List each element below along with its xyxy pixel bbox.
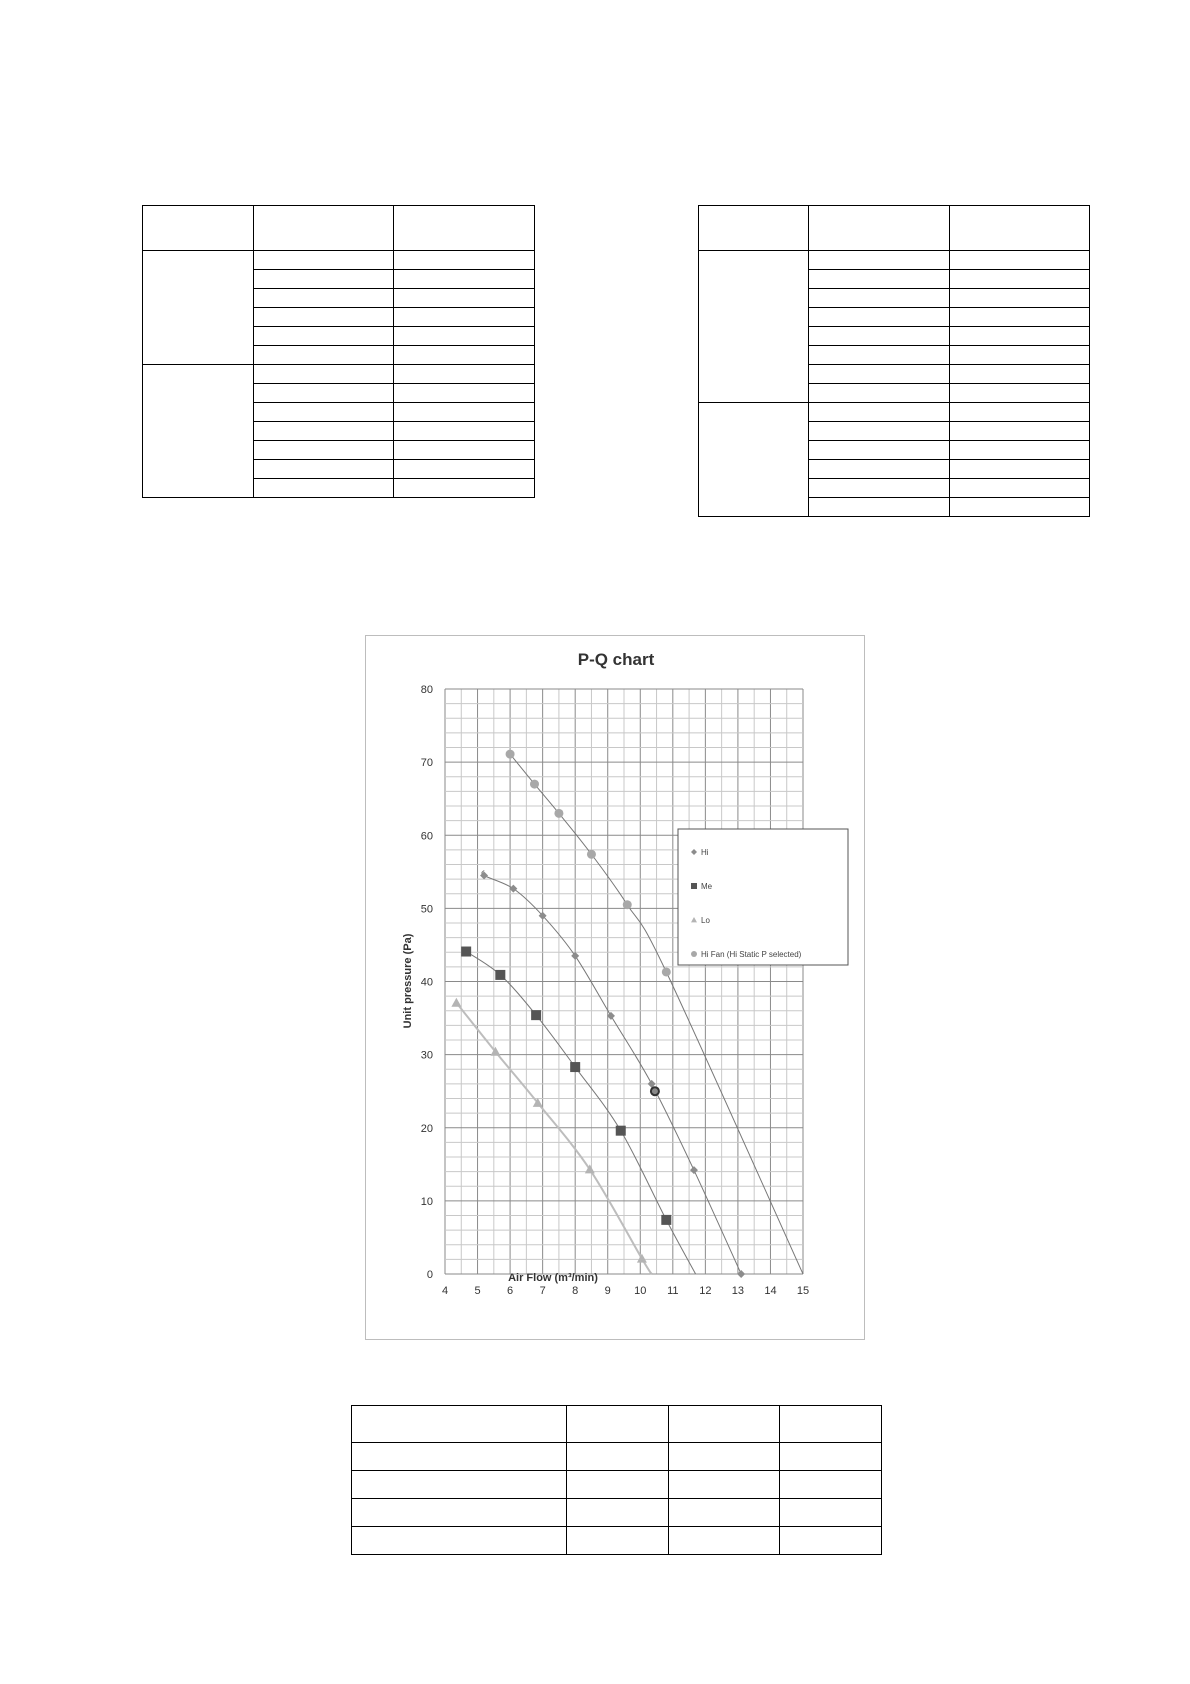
data-point — [530, 780, 539, 789]
data-point — [461, 947, 471, 957]
table-cell — [949, 270, 1089, 289]
table-row — [143, 365, 535, 384]
y-tick-label: 0 — [426, 1269, 433, 1281]
table-cell — [253, 403, 394, 422]
x-tick-label: 14 — [764, 1285, 777, 1297]
table-row — [352, 1527, 882, 1555]
table-cell — [809, 327, 949, 346]
table-cell — [780, 1527, 882, 1555]
table-row — [143, 251, 535, 270]
table-cell — [780, 1406, 882, 1443]
table-cell — [809, 403, 949, 422]
table-cell — [253, 384, 394, 403]
table-cell — [253, 206, 394, 251]
table-cell — [352, 1471, 567, 1499]
table-cell — [949, 441, 1089, 460]
data-point — [506, 750, 515, 759]
table-cell — [809, 498, 949, 517]
table-cell — [394, 270, 535, 289]
table-cell — [352, 1443, 567, 1471]
x-tick-label: 13 — [731, 1285, 745, 1297]
table-cell — [566, 1443, 669, 1471]
x-tick-label: 15 — [796, 1285, 810, 1297]
table-cell — [253, 327, 394, 346]
legend-entry: Me — [701, 882, 713, 891]
table-cell — [780, 1499, 882, 1527]
y-tick-label: 50 — [420, 903, 433, 916]
legend-marker-square-icon — [691, 883, 697, 889]
table-cell — [253, 251, 394, 270]
table-cell — [253, 270, 394, 289]
table-cell — [566, 1499, 669, 1527]
x-tick-label: 9 — [604, 1285, 611, 1297]
y-axis-label: Unit pressure (Pa) — [402, 933, 414, 1029]
table-cell — [394, 289, 535, 308]
table-cell — [949, 206, 1089, 251]
chart-title: P-Q chart — [577, 650, 655, 669]
operating-point-marker — [651, 1087, 659, 1095]
pq-chart-svg — [366, 636, 864, 1339]
x-tick-label: 8 — [572, 1285, 579, 1297]
y-tick-label: 10 — [420, 1195, 433, 1208]
table-cell — [949, 403, 1089, 422]
table-cell — [352, 1406, 567, 1443]
table-cell — [699, 251, 809, 403]
data-point — [662, 967, 671, 976]
table-cell — [143, 251, 254, 365]
table-cell — [809, 460, 949, 479]
x-tick-label: 6 — [507, 1285, 514, 1297]
data-point — [570, 1062, 580, 1072]
table-cell — [949, 308, 1089, 327]
table-cell — [809, 206, 949, 251]
data-point — [480, 871, 488, 879]
y-tick-label: 60 — [420, 830, 433, 843]
table-cell — [809, 308, 949, 327]
table-row — [352, 1471, 882, 1499]
table-cell — [394, 327, 535, 346]
data-point — [587, 850, 596, 859]
table-row — [143, 206, 535, 251]
data-point — [623, 900, 632, 909]
table-cell — [394, 384, 535, 403]
table-row — [699, 403, 1090, 422]
table-cell — [949, 422, 1089, 441]
table-cell — [809, 365, 949, 384]
table-cell — [669, 1471, 780, 1499]
table-cell — [780, 1443, 882, 1471]
data-point — [690, 1166, 698, 1174]
x-tick-label: 11 — [667, 1285, 679, 1297]
table-cell — [394, 346, 535, 365]
table-cell — [809, 270, 949, 289]
table-cell — [949, 365, 1089, 384]
table-row — [352, 1499, 882, 1527]
table-cell — [253, 289, 394, 308]
table-cell — [566, 1527, 669, 1555]
x-tick-label: 4 — [441, 1285, 449, 1297]
legend-marker-circle-icon — [691, 951, 697, 957]
legend-entry: Hi — [701, 848, 709, 857]
table-cell — [809, 441, 949, 460]
legend-entry: Lo — [701, 916, 710, 925]
table-cell — [394, 206, 535, 251]
data-point — [637, 1254, 647, 1263]
data-point — [661, 1215, 671, 1225]
table-cell — [566, 1406, 669, 1443]
trendline-lo — [456, 1003, 651, 1274]
data-point — [616, 1126, 626, 1136]
table-cell — [809, 346, 949, 365]
table-cell — [253, 346, 394, 365]
pq-chart — [365, 635, 865, 1340]
y-tick-label: 40 — [420, 976, 433, 989]
table-row — [352, 1406, 882, 1443]
table-row — [699, 206, 1090, 251]
table-cell — [394, 403, 535, 422]
table-cell — [394, 422, 535, 441]
table-cell — [949, 498, 1089, 517]
data-point — [531, 1010, 541, 1020]
data-point — [571, 952, 579, 960]
y-tick-label: 30 — [420, 1049, 433, 1062]
x-tick-label: 10 — [634, 1285, 647, 1297]
table-cell — [809, 384, 949, 403]
x-tick-label: 12 — [699, 1285, 712, 1297]
table-cell — [809, 422, 949, 441]
table-cell — [253, 422, 394, 441]
right-spec-table — [698, 205, 1090, 517]
x-tick-label: 7 — [539, 1285, 546, 1297]
y-tick-label: 80 — [420, 684, 433, 696]
table-cell — [699, 206, 809, 251]
table-row — [352, 1443, 882, 1471]
legend-entry: Hi Fan (Hi Static P selected) — [701, 950, 802, 959]
y-tick-label: 20 — [420, 1122, 433, 1135]
table-cell — [253, 441, 394, 460]
table-cell — [949, 251, 1089, 270]
table-cell — [143, 206, 254, 251]
table-cell — [253, 479, 394, 498]
table-cell — [669, 1499, 780, 1527]
data-point — [554, 809, 563, 818]
x-tick-label: 5 — [474, 1285, 481, 1297]
table-cell — [699, 403, 809, 517]
table-cell — [949, 289, 1089, 308]
table-cell — [143, 365, 254, 498]
table-cell — [809, 289, 949, 308]
legend — [678, 829, 848, 965]
table-cell — [394, 441, 535, 460]
table-cell — [809, 251, 949, 270]
table-cell — [394, 479, 535, 498]
table-cell — [949, 479, 1089, 498]
table-cell — [253, 460, 394, 479]
table-cell — [669, 1406, 780, 1443]
table-cell — [949, 327, 1089, 346]
table-cell — [253, 308, 394, 327]
data-point — [495, 970, 505, 980]
table-row — [699, 251, 1090, 270]
table-cell — [809, 479, 949, 498]
table-cell — [949, 460, 1089, 479]
bottom-table — [351, 1405, 882, 1555]
table-cell — [352, 1499, 567, 1527]
table-cell — [394, 251, 535, 270]
table-cell — [669, 1443, 780, 1471]
table-cell — [253, 365, 394, 384]
table-cell — [669, 1527, 780, 1555]
table-cell — [949, 346, 1089, 365]
table-cell — [394, 308, 535, 327]
table-cell — [780, 1471, 882, 1499]
y-tick-label: 70 — [420, 757, 433, 770]
x-axis-label: Air Flow (m³/min) — [508, 1272, 598, 1284]
table-cell — [566, 1471, 669, 1499]
table-cell — [394, 460, 535, 479]
data-point — [451, 998, 461, 1007]
table-cell — [352, 1527, 567, 1555]
table-cell — [949, 384, 1089, 403]
left-spec-table — [142, 205, 535, 498]
table-cell — [394, 365, 535, 384]
